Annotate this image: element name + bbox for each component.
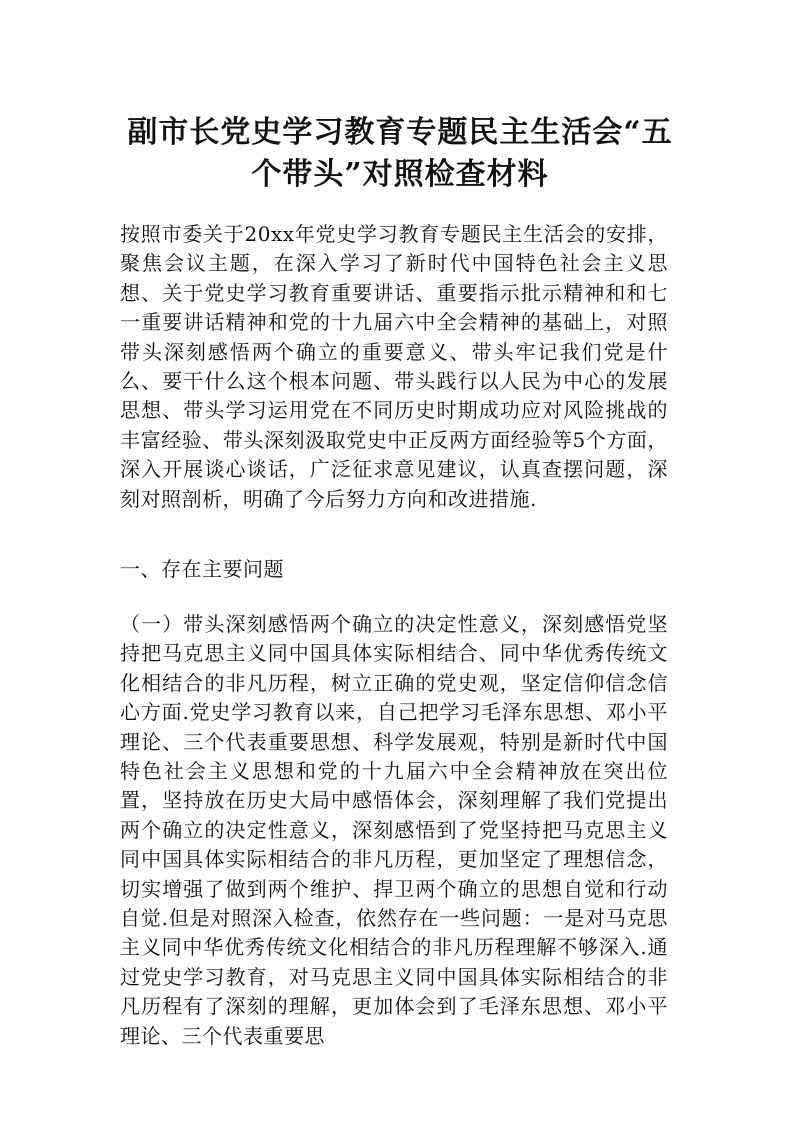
section-heading: 一、存在主要问题 — [120, 557, 284, 581]
intro-paragraph: 按照市委关于20xx年党史学习教育专题民主生活会的安排，聚焦会议主题，在深入学习了新时代中国特色社会主义思想、关于党史学习教育重要讲话、重要指示批示精神和和七一重要讲话精神和党的十九届六中全会精神的基础上，对照带头深刻感悟两个确立的重要意义、带头牢记我们党是什么、要干什么这个根本问题、带头践行以人民为中心的发展思想、带头学习运用党在不同历史时期成功应对风险挑战的丰富经验、带头深刻汲取党史中正反两方面经验等5个方面，深入开展谈心谈话，广泛征求意见建议，认真查摆问题，深刻对照剖析，明确了今后努力方向和改进措施. — [120, 222, 668, 511]
section-paragraph: （一）带头深刻感悟两个确立的决定性意义，深刻感悟党坚持把马克思主义同中国具体实际相结合、同中华优秀传统文化相结合的非凡历程，树立正确的党史观，坚定信仰信念信心方面.党史学习教育以来，自己把学习毛泽东思想、邓小平理论、三个代表重要思想、科学发展观，特别是新时代中国特色社会主义思想和党的十九届六中全会精神放在突出位置，坚持放在历史大局中感悟体会，深刻理解了我们党提出两个确立的决定性意义，深刻感悟到了党坚持把马克思主义同中国具体实际相结合的非凡历程，更加坚定了理想信念，切实增强了做到两个维护、捍卫两个确立的思想自觉和行动自觉.但是对照深入检查，依然存在一些问题：一是对马克思主义同中华优秀传统文化相结合的非凡历程理解不够深入.通过党史学习教育，对马克思主义同中国具体实际相结合的非凡历程有了深刻的理解，更加体会到了毛泽东思想、邓小平理论、三个代表重要思 — [120, 612, 668, 1048]
document-title: 副市长党史学习教育专题民主生活会“五个带头”对照检查材料 — [127, 115, 673, 192]
